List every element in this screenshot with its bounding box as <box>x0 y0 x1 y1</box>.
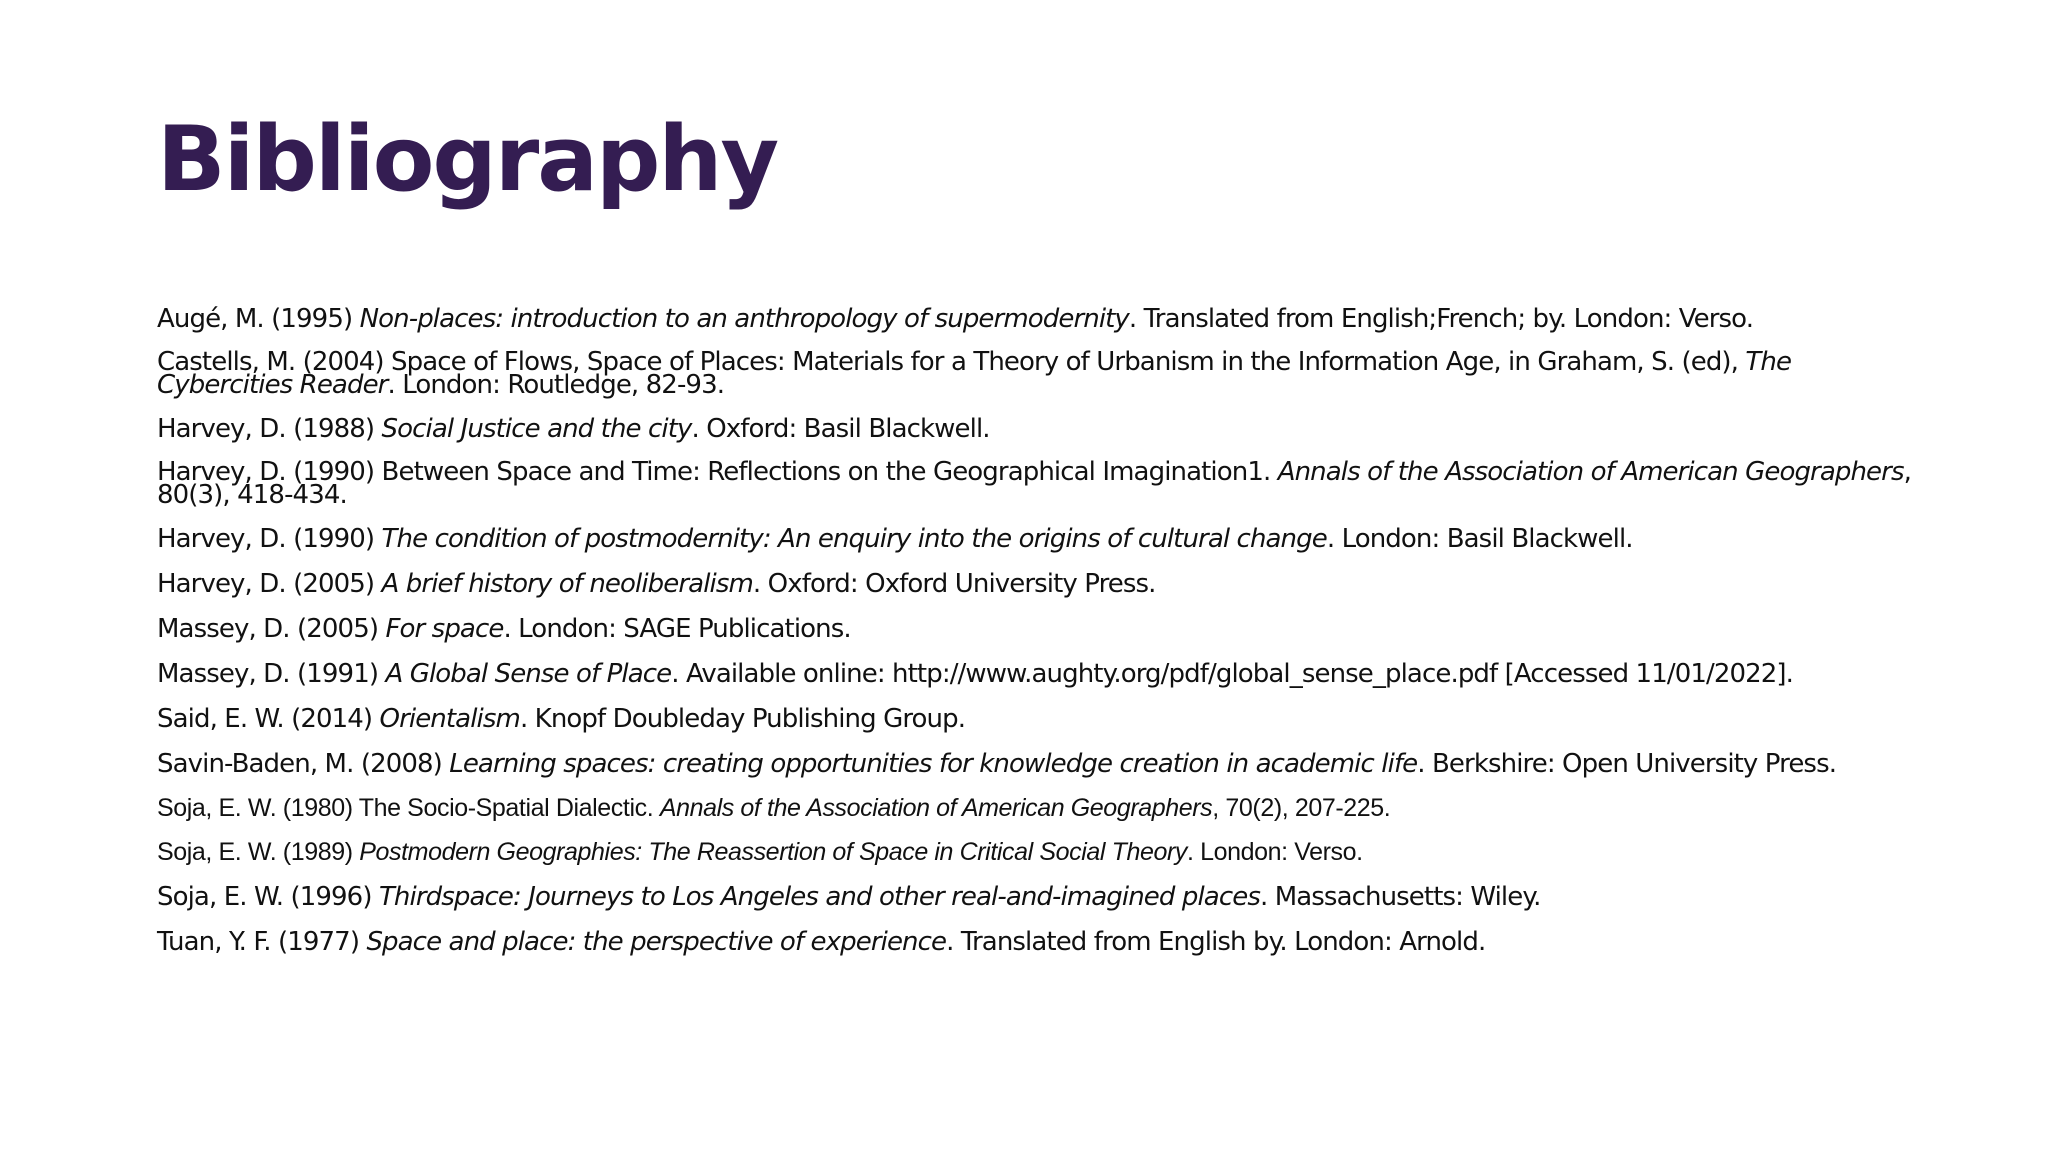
reference-author-year: Massey, D. (1991) <box>157 658 386 689</box>
reference-item <box>157 413 1917 444</box>
reference-publisher: . Knopf Doubleday Publishing Group. <box>519 703 966 734</box>
reference-title: For space <box>385 613 504 644</box>
reference-publisher: , 80(3), 418-434. <box>157 456 1911 510</box>
reference-publisher: , 70(2), 207-225. <box>1212 793 1391 822</box>
reference-publisher: . London: Verso. <box>1186 837 1363 866</box>
reference-publisher: . Oxford: Basil Blackwell. <box>691 413 990 444</box>
reference-title: Thirdspace: Journeys to Los Angeles and other real-and-imagined places <box>378 881 1260 912</box>
reference-author-year: Soja, E. W. (1980) The Socio-Spatial Dialectic. <box>157 793 660 822</box>
reference-author-year: Massey, D. (2005) <box>157 613 386 644</box>
reference-item <box>157 306 1917 332</box>
reference-item <box>157 658 1917 689</box>
reference-author-year: Harvey, D. (1990) <box>157 523 382 554</box>
reference-publisher: . Oxford: Oxford University Press. <box>752 568 1156 599</box>
reference-author-year: Said, E. W. (2014) <box>157 703 380 734</box>
reference-title: Postmodern Geographies: The Reassertion of Space in Critical Social Theory <box>359 837 1187 866</box>
reference-item <box>157 926 1917 957</box>
reference-author-year: Castells, M. (2004) Space of Flows, Space of Places: Materials for a Theory of Urbanism in the Information Age, in Graham, S. (ed), <box>157 347 1746 377</box>
reference-item <box>157 523 1917 554</box>
reference-publisher: . Massachusetts: Wiley. <box>1259 881 1541 912</box>
reference-author-year: Harvey, D. (1988) <box>157 413 382 444</box>
reference-item <box>157 347 1917 400</box>
reference-item <box>157 568 1917 599</box>
reference-publisher: . London: Routledge, 82-93. <box>387 369 725 400</box>
reference-item <box>157 837 1917 866</box>
reference-title: Social Justice and the city <box>381 413 692 444</box>
reference-publisher: . Berkshire: Open University Press. <box>1417 748 1837 779</box>
reference-publisher: . Available online: http://www.aughty.org/pdf/global_sense_place.pdf [Accessed 11/01/2022]. <box>671 658 1794 689</box>
reference-title: Space and place: the perspective of experience <box>366 926 947 957</box>
reference-author-year: Augé, M. (1995) <box>157 304 360 334</box>
reference-item <box>157 456 1917 510</box>
reference-item <box>157 703 1917 734</box>
reference-title: Annals of the Association of American Geographers <box>659 793 1213 822</box>
reference-publisher: . Translated from English by. London: Arnold. <box>946 926 1486 957</box>
reference-title: Annals of the Association of American Geographers <box>1277 456 1904 487</box>
reference-publisher: . London: Basil Blackwell. <box>1326 523 1633 554</box>
reference-title: Non-places: introduction to an anthropology of supermodernity <box>359 304 1129 334</box>
reference-item <box>157 793 1917 822</box>
reference-title: A brief history of neoliberalism <box>381 568 753 599</box>
reference-author-year: Savin-Baden, M. (2008) <box>157 748 450 779</box>
reference-title: Orientalism <box>379 703 520 734</box>
reference-author-year: Soja, E. W. (1989) <box>157 837 360 866</box>
reference-title: A Global Sense of Place <box>385 658 672 689</box>
reference-publisher: . Translated from English;French; by. London: Verso. <box>1128 304 1754 334</box>
reference-title: The Cybercities Reader <box>157 347 1792 400</box>
reference-title: The condition of postmodernity: An enquiry into the origins of cultural change <box>381 523 1327 554</box>
reference-author-year: Soja, E. W. (1996) <box>157 881 379 912</box>
reference-list <box>157 306 1917 974</box>
reference-author-year: Harvey, D. (2005) <box>157 568 382 599</box>
slide-title: Bibliography <box>157 107 778 212</box>
reference-item <box>157 748 1917 779</box>
reference-publisher: . London: SAGE Publications. <box>503 613 851 644</box>
reference-item <box>157 613 1917 644</box>
reference-item <box>157 881 1917 912</box>
reference-author-year: Tuan, Y. F. (1977) <box>157 926 367 957</box>
reference-title: Learning spaces: creating opportunities for knowledge creation in academic life <box>449 748 1418 779</box>
reference-author-year: Harvey, D. (1990) Between Space and Time: Reflections on the Geographical Imagination1. <box>157 456 1278 487</box>
